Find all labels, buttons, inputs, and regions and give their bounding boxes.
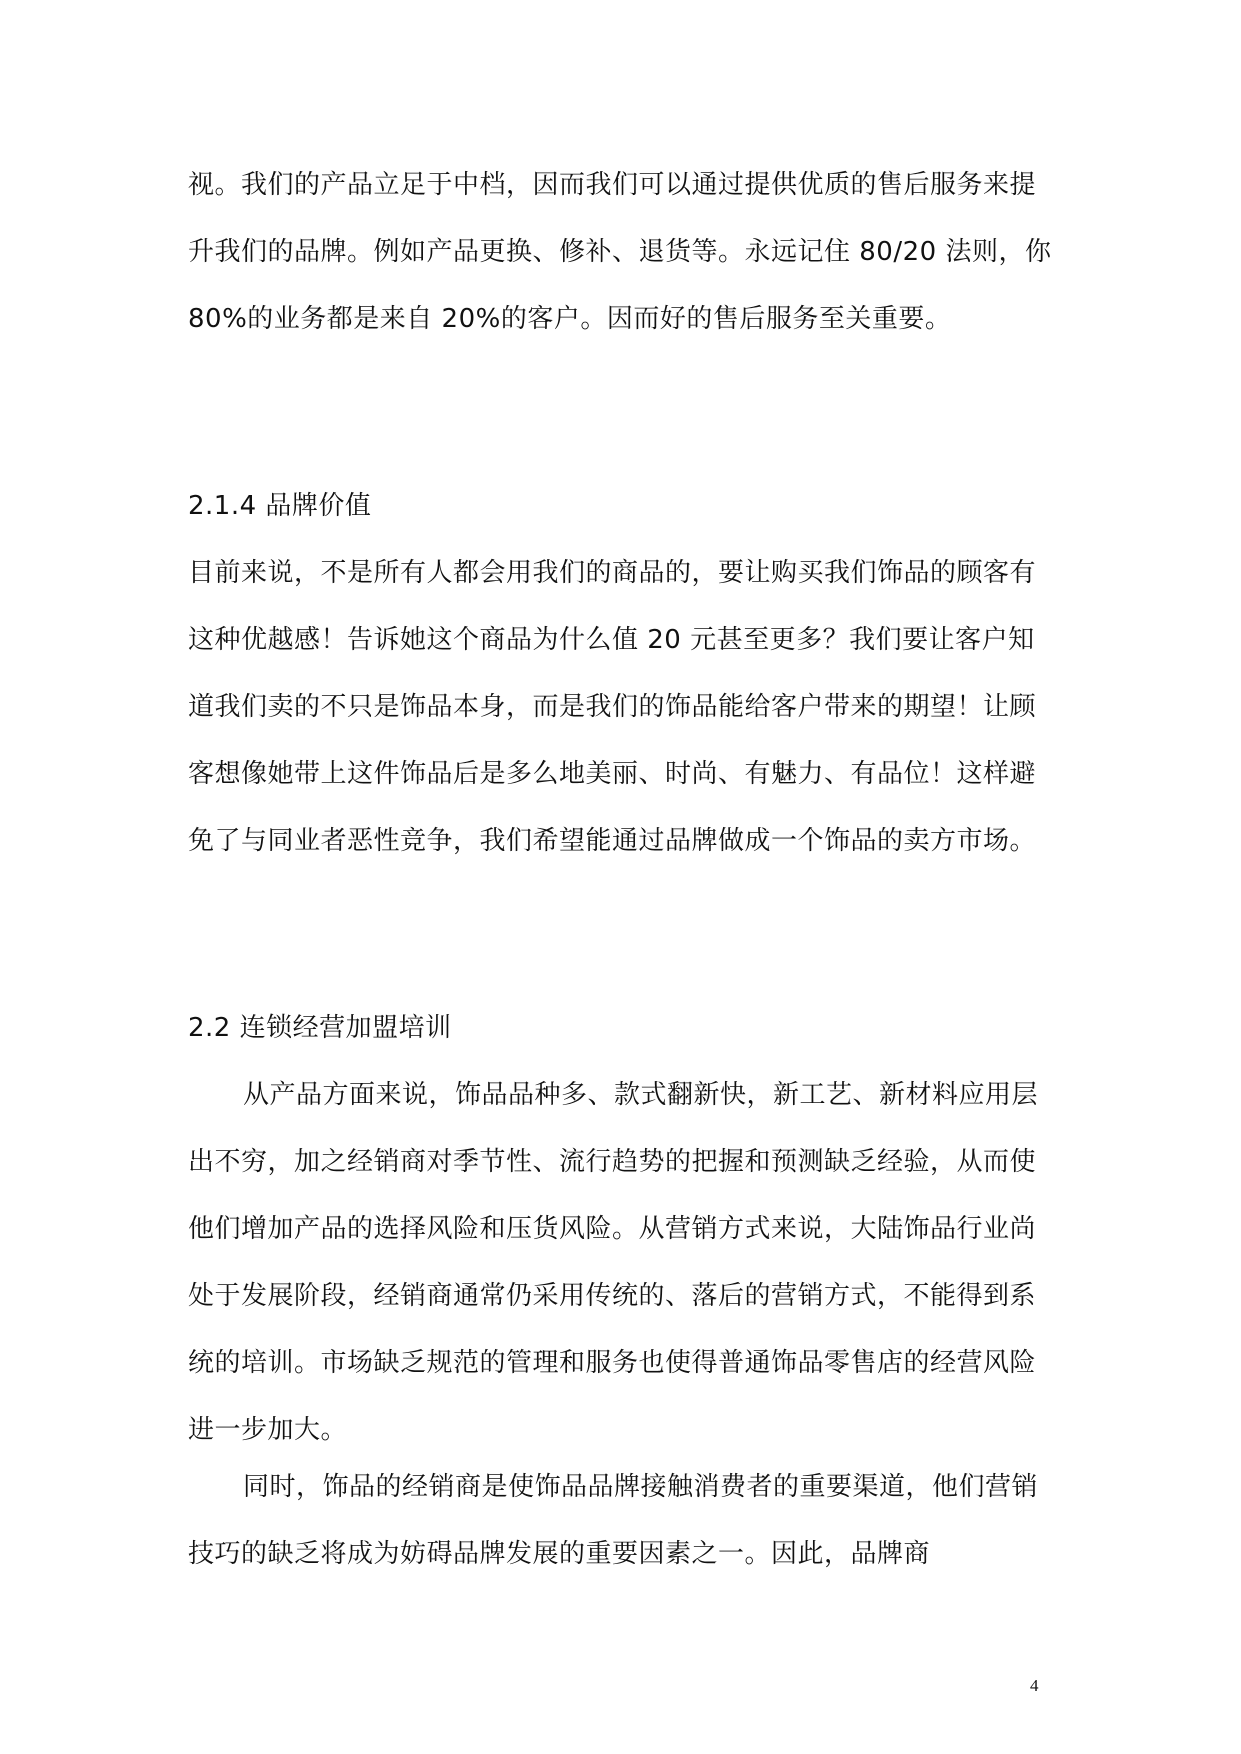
- continued-paragraph: 视。我们的产品立足于中档，因而我们可以通过提供优质的售后服务来提升我们的品牌。例如产品更换、修补、退货等。永远记住 80/20 法则，你 80%的业务都是来自 20%的客户。因而好的售后服务至关重要。: [188, 170, 1052, 334]
- chain-training-paragraph-1: 从产品方面来说，饰品品种多、款式翻新快，新工艺、新材料应用层出不穷，加之经销商对季节性、流行趋势的把握和预测缺乏经验，从而使他们增加产品的选择风险和压货风险。从营销方式来说，大陆饰品行业尚处于发展阶段，经销商通常仍采用传统的、落后的营销方式，不能得到系统的培训。市场缺乏规范的管理和服务也使得普通饰品零售店的经营风险进一步加大。: [188, 1080, 1039, 1445]
- page-number: 4: [1030, 1676, 1039, 1695]
- chain-training-paragraph-2: 同时，饰品的经销商是使饰品品牌接触消费者的重要渠道，他们营销技巧的缺乏将成为妨碍品牌发展的重要因素之一。因此，品牌商: [188, 1472, 1039, 1569]
- brand-value-paragraph: 目前来说，不是所有人都会用我们的商品的，要让购买我们饰品的顾客有这种优越感！告诉她这个商品为什么值 20 元甚至更多？我们要让客户知道我们卖的不只是饰品本身，而是我们的饰品能给客户带来的期望！让顾客想像她带上这件饰品后是多么地美丽、时尚、有魅力、有品位！这样避免了与同业者恶性竞争，我们希望能通过品牌做成一个饰品的卖方市场。: [188, 558, 1037, 856]
- section-heading-2-1-4: 2.1.4 品牌价值: [188, 491, 372, 521]
- section-heading-2-2: 2.2 连锁经营加盟培训: [188, 1013, 452, 1043]
